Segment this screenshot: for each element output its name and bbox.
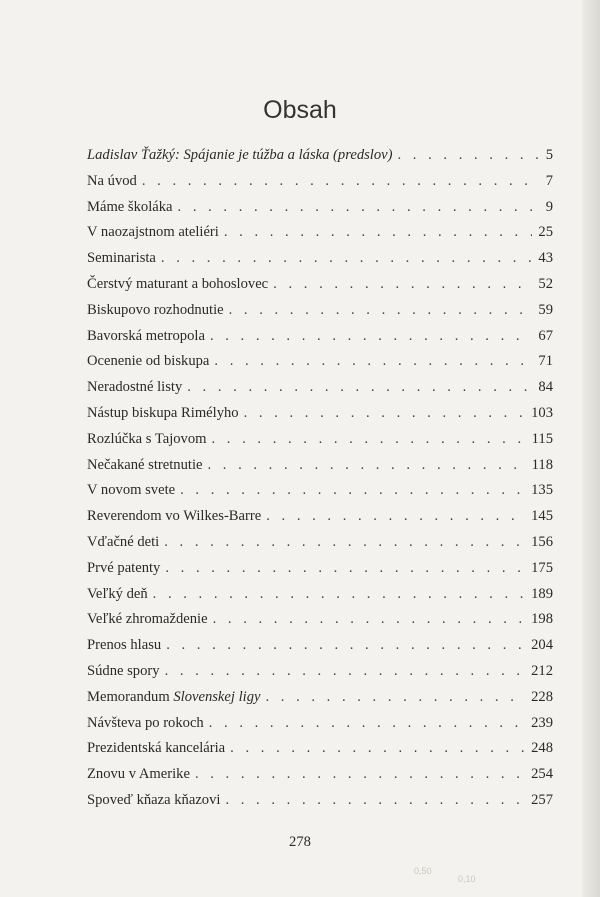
- dot-leader: [224, 220, 533, 246]
- toc-title-text: Bavorská metropola: [87, 327, 205, 344]
- toc-page-number: 25: [538, 224, 553, 241]
- toc-title-text: Seminarista: [87, 250, 156, 267]
- toc-title-text: Veľké zhromaždenie: [87, 611, 208, 628]
- toc-entry[interactable]: [87, 736, 553, 762]
- toc-entry[interactable]: [87, 272, 553, 298]
- toc-entry-title: [87, 195, 173, 221]
- dot-leader: [225, 788, 525, 814]
- dot-leader: [213, 607, 526, 633]
- toc-entry[interactable]: [87, 762, 553, 788]
- page-title: Obsah: [263, 96, 337, 124]
- toc-page-number: 239: [531, 714, 553, 731]
- toc-title-text: Nečakané stretnutie: [87, 456, 203, 473]
- toc-entry-title: [87, 453, 202, 479]
- toc-entry[interactable]: [87, 169, 553, 195]
- dot-leader: [230, 736, 525, 762]
- toc-page-number: 204: [531, 637, 553, 654]
- toc-title-text: Prezidentská kancelária: [87, 740, 226, 757]
- toc-entry[interactable]: [87, 195, 553, 221]
- toc-title-text: Reverendom vo Wilkes-Barre: [87, 508, 262, 525]
- toc-page-number: 254: [531, 766, 553, 783]
- dot-leader: [398, 143, 540, 169]
- dot-leader: [195, 762, 525, 788]
- toc-entry[interactable]: [87, 220, 553, 246]
- dot-leader: [244, 401, 526, 427]
- toc-page-number: 52: [538, 275, 553, 292]
- toc-page-number: 115: [531, 430, 553, 447]
- toc-title-text: Neradostné listy: [87, 379, 183, 396]
- toc-entry-title: [87, 788, 220, 814]
- dot-leader: [142, 169, 540, 195]
- dot-leader: [164, 530, 525, 556]
- toc-page-number: 9: [545, 198, 553, 215]
- dot-leader: [229, 298, 533, 324]
- toc-title-text: Biskupovo rozhodnutie: [87, 301, 224, 318]
- toc-title-text: Spoveď kňaza kňazovi: [87, 791, 221, 808]
- toc-page-number: 59: [538, 301, 553, 318]
- toc-entry[interactable]: [87, 324, 553, 350]
- toc-entry[interactable]: [87, 504, 553, 530]
- toc-entry-title: [87, 504, 261, 530]
- toc-page-number: 257: [531, 791, 553, 808]
- dot-leader: [210, 324, 532, 350]
- toc-page-number: 248: [531, 740, 553, 757]
- toc-title-text: Ocenenie od biskupa: [87, 353, 210, 370]
- toc-page-number: 103: [531, 404, 553, 421]
- dot-leader: [161, 246, 533, 272]
- dot-leader: [273, 272, 532, 298]
- toc-entry[interactable]: [87, 427, 553, 453]
- toc-entry-title: [87, 530, 159, 556]
- toc-title-italic: Slovenskej ligy: [173, 688, 261, 705]
- toc-title-text: Vďačné deti: [87, 533, 160, 550]
- toc-title-text: Prvé patenty: [87, 559, 161, 576]
- toc-title-text: Znovu v Amerike: [87, 766, 190, 783]
- toc-entry-title: [87, 556, 160, 582]
- toc-page-number: 71: [538, 353, 553, 370]
- toc-entry[interactable]: [87, 453, 553, 479]
- toc-entry-title: [87, 685, 260, 711]
- toc-page-number: 212: [531, 662, 553, 679]
- dot-leader: [266, 504, 525, 530]
- toc-entry[interactable]: [87, 349, 553, 375]
- toc-entry[interactable]: [87, 143, 553, 169]
- toc-entry-title: [87, 607, 208, 633]
- toc-entry[interactable]: [87, 711, 553, 737]
- dot-leader: [214, 349, 532, 375]
- toc-entry-title: [87, 272, 268, 298]
- toc-entry-title: [87, 324, 205, 350]
- dot-leader: [187, 375, 532, 401]
- dot-leader: [207, 453, 525, 479]
- dot-leader: [265, 685, 525, 711]
- toc-page-number: 189: [531, 585, 553, 602]
- toc-entry[interactable]: [87, 246, 553, 272]
- toc-page-number: 228: [531, 688, 553, 705]
- page-number: 278: [289, 834, 311, 850]
- dot-leader: [180, 478, 525, 504]
- toc-page-number: 118: [531, 456, 553, 473]
- dot-leader: [165, 659, 526, 685]
- page-edge: [582, 0, 600, 897]
- toc-entry-title: [87, 375, 182, 401]
- toc-entry[interactable]: [87, 478, 553, 504]
- toc-title-text: V novom svete: [87, 482, 176, 499]
- toc-title-text: Návšteva po rokoch: [87, 714, 204, 731]
- dot-leader: [178, 195, 540, 221]
- toc-page-number: 135: [531, 482, 553, 499]
- toc-title-text: Nástup biskupa Rimélyho: [87, 404, 239, 421]
- toc-page-number: 67: [538, 327, 553, 344]
- toc-entry-title: [87, 427, 207, 453]
- dot-leader: [212, 427, 526, 453]
- toc-title-text: Rozlúčka s Tajovom: [87, 430, 207, 447]
- toc-entry[interactable]: [87, 375, 553, 401]
- toc-title-italic: Ladislav Ťažký: Spájanie je túžba a láska (predslov): [87, 147, 393, 163]
- dot-leader: [153, 582, 525, 608]
- toc-title-text: Na úvod: [87, 172, 137, 189]
- toc-page-number: 156: [531, 533, 553, 550]
- toc-title-text: Veľký deň: [87, 585, 148, 602]
- toc-entry-title: [87, 349, 209, 375]
- toc-entry-title: [87, 762, 190, 788]
- toc-page-number: 198: [531, 611, 553, 628]
- pencil-mark: 0,10: [458, 874, 476, 884]
- toc-entry-title: [87, 711, 204, 737]
- toc-title-text: V naozajstnom ateliéri: [87, 224, 219, 241]
- toc-entry[interactable]: [87, 556, 553, 582]
- toc-entry-title: [87, 633, 161, 659]
- toc-entry[interactable]: [87, 582, 553, 608]
- toc-entry-title: [87, 143, 393, 169]
- table-of-contents: [87, 143, 553, 814]
- toc-title-text: Čerstvý maturant a bohoslovec: [87, 275, 269, 292]
- pencil-mark: 0,50: [414, 866, 432, 876]
- toc-entry[interactable]: [87, 530, 553, 556]
- toc-page-number: 145: [531, 508, 553, 525]
- toc-entry[interactable]: [87, 633, 553, 659]
- toc-title-text: Prenos hlasu: [87, 637, 162, 654]
- toc-page-number: 5: [545, 147, 553, 163]
- toc-page-number: 43: [538, 250, 553, 267]
- toc-page-number: 84: [538, 379, 553, 396]
- toc-entry[interactable]: [87, 685, 553, 711]
- dot-leader: [166, 633, 525, 659]
- toc-entry-title: [87, 401, 239, 427]
- dot-leader: [209, 711, 525, 737]
- toc-entry[interactable]: [87, 607, 553, 633]
- toc-title-text: Memorandum: [87, 688, 174, 705]
- dot-leader: [165, 556, 525, 582]
- toc-title-text: Súdne spory: [87, 662, 160, 679]
- toc-entry-title: [87, 478, 175, 504]
- toc-entry-title: [87, 582, 148, 608]
- toc-entry-title: [87, 736, 225, 762]
- toc-entry-title: [87, 220, 219, 246]
- toc-entry[interactable]: [87, 298, 553, 324]
- toc-title-text: Máme školáka: [87, 198, 173, 215]
- toc-entry-title: [87, 659, 160, 685]
- toc-page-number: 175: [531, 559, 553, 576]
- toc-entry[interactable]: [87, 788, 553, 814]
- toc-entry-title: [87, 246, 156, 272]
- toc-entry[interactable]: [87, 401, 553, 427]
- toc-page-number: 7: [545, 172, 553, 189]
- toc-entry[interactable]: [87, 659, 553, 685]
- toc-entry-title: [87, 298, 224, 324]
- toc-entry-title: [87, 169, 137, 195]
